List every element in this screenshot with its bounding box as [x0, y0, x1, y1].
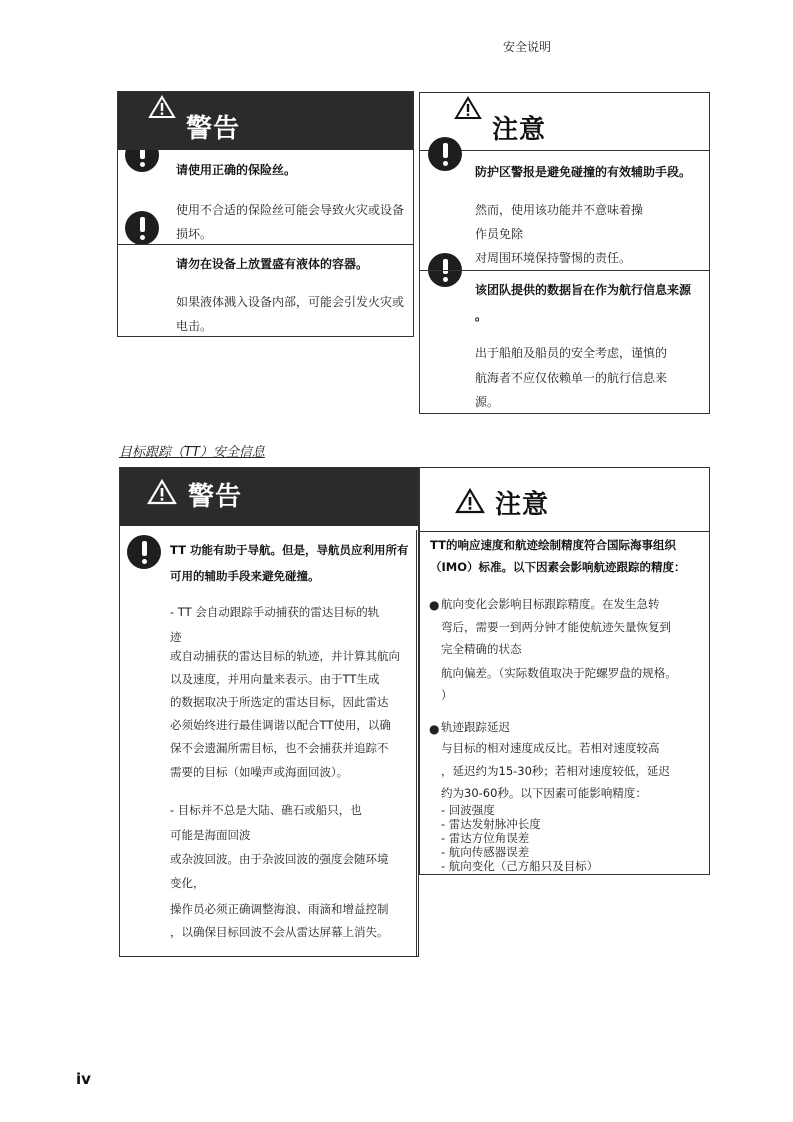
- factor-item: - 航向传感器误差: [441, 845, 530, 859]
- top-warning-item2-line1: 如果液体溅入设备内部，可能会引发火灾或: [176, 295, 405, 309]
- top-caution-item1-title: 防护区警报是避免碰撞的有效辅助手段。: [475, 165, 692, 179]
- bottom-caution-b1-l1: 航向变化会影响目标跟踪精度。在发生急转: [441, 597, 660, 611]
- bottom-caution-b1-l4: 航向偏差。（实际数值取决于陀螺罗盘的规格。: [441, 666, 677, 680]
- page-number: iv: [76, 1070, 91, 1088]
- bottom-warning-p2-l6: ，以确保目标回波不会从雷达屏幕上消失。: [170, 925, 389, 939]
- section-title: 目标跟踪（TT）安全信息: [119, 445, 265, 460]
- divider: [419, 270, 710, 271]
- caution-title: 注意: [492, 115, 547, 145]
- factor-item: - 雷达方位角误差: [441, 831, 530, 845]
- column-divider: [416, 530, 417, 957]
- warning-header: [120, 468, 418, 526]
- bottom-caution-b1-l2: 弯后，需要一到两分钟才能使航迹矢量恢复到: [441, 620, 671, 634]
- top-caution-item1-line1: 然而，使用该功能并不意味着操: [475, 203, 644, 217]
- bottom-caution-b2-title: 轨迹跟踪延迟: [441, 720, 510, 734]
- divider: [117, 244, 414, 245]
- top-caution-item2-title-cont: 。: [475, 309, 488, 323]
- caution-triangle-icon: [455, 488, 485, 514]
- exclamation-icon: [127, 535, 161, 569]
- top-warning-item1-title: 请使用正确的保险丝。: [176, 163, 297, 177]
- bullet-dot: ●: [429, 722, 440, 736]
- factor-item: - 航向变化（己方船只及目标）: [441, 859, 599, 873]
- bottom-warning-p1-l3: 或自动捕获的雷达目标的轨迹，并计算其航向: [170, 649, 400, 663]
- bottom-caution-b2-l1: 与目标的相对速度成反比。若相对速度较高: [441, 741, 660, 755]
- caution-triangle-icon: [454, 96, 482, 120]
- exclamation-icon: [125, 211, 159, 245]
- caution-header-divider: [420, 531, 709, 532]
- warning-title: 警告: [186, 114, 241, 144]
- bottom-warning-p1-l7: 保不会遗漏所需目标，也不会捕获并追踪不: [170, 741, 389, 755]
- caution-title: 注意: [495, 490, 550, 520]
- bottom-warning-lead-1: TT 功能有助于导航。但是，导航员应利用所有: [170, 543, 409, 557]
- top-caution-item2-title: 该团队提供的数据旨在作为航行信息来源: [475, 283, 692, 297]
- caution-header-divider: [420, 150, 709, 151]
- bottom-warning-p1-l4: 以及速度，并用向量来表示。由于TT生成: [170, 672, 380, 686]
- bottom-warning-p1-l1: - TT 会自动跟踪手动捕获的雷达目标的轨: [170, 605, 380, 619]
- warning-header: [118, 92, 413, 150]
- bottom-caution-lead-1: TT的响应速度和航迹绘制精度符合国际海事组织: [430, 538, 676, 552]
- top-warning-item2-title: 请勿在设备上放置盛有液体的容器。: [176, 257, 369, 271]
- bottom-warning-p2-l5: 操作员必须正确调整海浪、雨滴和增益控制: [170, 902, 389, 916]
- bottom-caution-b1-l3: 完全精确的状态: [441, 642, 522, 656]
- bottom-caution-b1-l5: ）: [441, 688, 453, 702]
- bottom-warning-p1-l6: 必须始终进行最佳调谐以配合TT使用，以确: [170, 718, 391, 732]
- top-caution-item1-line3: 对周围环境保持警惕的责任。: [475, 251, 632, 265]
- page-header: 安全说明: [503, 40, 552, 54]
- top-caution-item2-line1: 出于船舶及船员的安全考虑，谨慎的: [475, 346, 668, 360]
- bottom-warning-p2-l4: 变化，: [170, 876, 205, 890]
- bottom-warning-p1-l5: 的数据取决于所选定的雷达目标，因此雷达: [170, 695, 389, 709]
- warning-title: 警告: [188, 482, 243, 512]
- bottom-warning-p2-l3: 或杂波回波。由于杂波回波的强度会随环境: [170, 852, 389, 866]
- top-warning-item2-line2: 电击。: [176, 319, 213, 333]
- bottom-warning-lead-2: 可用的辅助手段来避免碰撞。: [170, 569, 320, 583]
- bottom-caution-b2-l2: ，延迟约为15-30秒；若相对速度较低，延迟: [441, 764, 670, 778]
- exclamation-icon: [428, 137, 462, 171]
- warning-triangle-icon: [147, 479, 177, 505]
- top-caution-item1-line2: 作员免除: [475, 227, 524, 241]
- factor-item: - 雷达发射脉冲长度: [441, 817, 541, 831]
- top-warning-item1-line1: 使用不合适的保险丝可能会导致火灾或设备: [176, 203, 405, 217]
- bottom-caution-b2-l3: 约为30-60秒。以下因素可能影响精度：: [441, 786, 647, 800]
- bottom-caution-lead-2: （IMO）标准。以下因素会影响航迹跟踪的精度：: [430, 560, 686, 574]
- bullet-dot: ●: [429, 598, 440, 612]
- bottom-warning-p2-l1: - 目标并不总是大陆、礁石或船只，也: [170, 803, 362, 817]
- bottom-warning-p1-l2: 迹: [170, 630, 182, 644]
- bottom-warning-p1-l8: 需要的目标（如噪声或海面回波）。: [170, 765, 349, 779]
- bottom-warning-p2-l2: 可能是海面回波: [170, 828, 251, 842]
- top-warning-item1-line2: 损坏。: [176, 227, 213, 241]
- top-caution-item2-line3: 源。: [475, 395, 500, 409]
- factor-item: - 回波强度: [441, 803, 495, 817]
- top-caution-item2-line2: 航海者不应仅依赖单一的航行信息来: [475, 371, 668, 385]
- warning-triangle-icon: [148, 95, 176, 119]
